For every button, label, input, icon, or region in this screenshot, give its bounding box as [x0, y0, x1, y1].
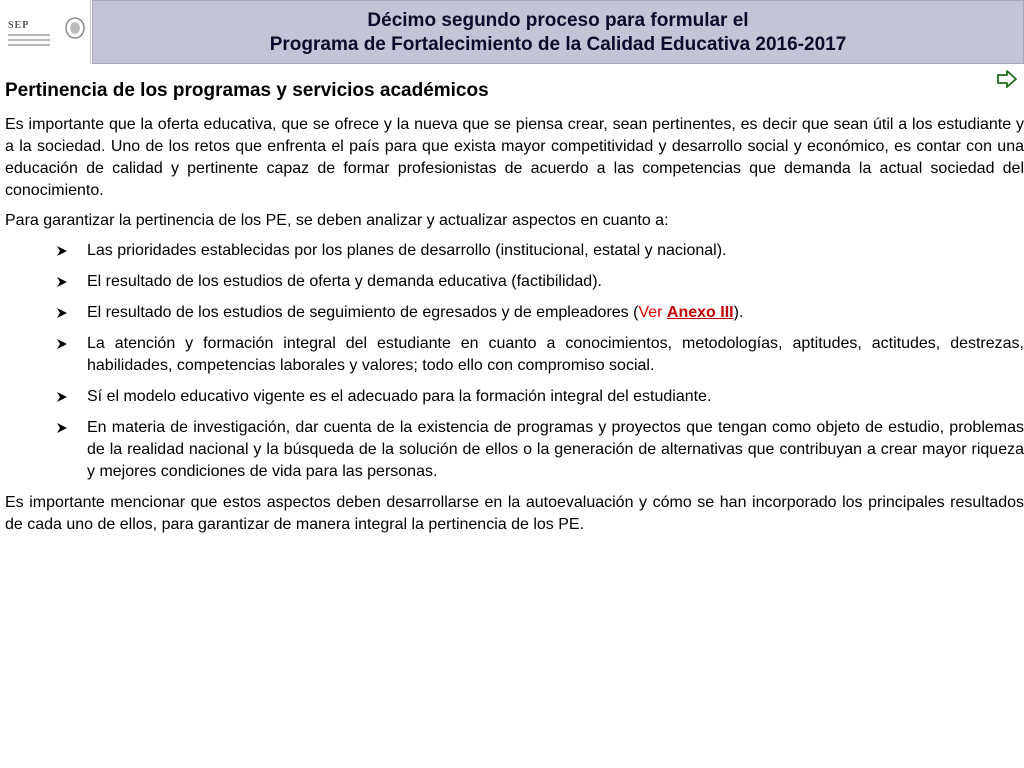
- seal-icon: [64, 16, 86, 40]
- list-item-text: El resultado de los estudios de oferta y demanda educativa (factibilidad).: [87, 273, 602, 290]
- list-item-text: La atención y formación integral del estudiante en cuanto a conocimientos, metodologías, aptitudes, actitudes, destrezas, habilidades, competencias laborales y valores; todo ello con compromiso social.: [87, 335, 1024, 374]
- section-subtitle: Pertinencia de los programas y servicios académicos: [5, 80, 489, 101]
- arrowhead-bullet-icon: [55, 271, 69, 293]
- list-item: [5, 333, 1024, 377]
- list-item: [5, 240, 1024, 262]
- list-item-text: El resultado de los estudios de seguimiento de egresados y de empleadores (: [87, 304, 639, 321]
- header-banner: [92, 0, 1024, 64]
- list-item: [5, 386, 1024, 408]
- header-title-line2: Programa de Fortalecimiento de la Calidad Educativa 2016-2017: [269, 34, 847, 55]
- list-item-text: Sí el modelo educativo vigente es el adecuado para la formación integral del estudiante.: [87, 388, 712, 405]
- arrowhead-bullet-icon: [55, 240, 69, 262]
- list-item: [5, 271, 1024, 293]
- list-item: [5, 302, 1024, 324]
- logo-text: SEP: [8, 20, 30, 31]
- arrowhead-bullet-icon: [55, 333, 69, 355]
- list-item-tail: ).: [733, 304, 744, 321]
- aspects-intro: Para garantizar la pertinencia de los PE, se deben analizar y actualizar aspectos en cuanto a:: [5, 212, 669, 229]
- list-item: [5, 417, 1024, 483]
- arrowhead-bullet-icon: [55, 417, 69, 439]
- intro-paragraph: Es importante que la oferta educativa, que se ofrece y la nueva que se piensa crear, sean pertinentes, es decir que sean útil a los estudiante y a la sociedad. Uno de los retos que enfrenta el país para que exista mayor competitividad y desarrollo social y económico, es contar con una educación de calidad y pertinente capaz de formar profesionistas de acuerdo a las competencias que demanda la actual sociedad del conocimiento.: [5, 116, 1024, 199]
- closing-paragraph: Es importante mencionar que estos aspectos deben desarrollarse en la autoevaluación y cómo se han incorporado los principales resultados de cada uno de ellos, para garantizar de manera integral la pertinencia de los PE.: [5, 494, 1024, 533]
- logo-lines: [8, 34, 50, 49]
- ver-text: Ver: [638, 304, 667, 321]
- sep-logo: [0, 0, 91, 64]
- aspects-list: [5, 240, 1024, 483]
- anexo-link[interactable]: Anexo III: [666, 304, 734, 321]
- arrowhead-bullet-icon: [55, 302, 69, 324]
- arrowhead-bullet-icon: [55, 386, 69, 408]
- main-content: [5, 78, 1024, 544]
- list-item-text: En materia de investigación, dar cuenta de la existencia de programas y proyectos que tengan como objeto de estudio, problemas de la realidad nacional y la búsqueda de la solución de ellos o la generación de alternativas que contribuyan a crear mayor riqueza y mejores condiciones de vida para las personas.: [87, 419, 1024, 480]
- list-item-text: Las prioridades establecidas por los planes de desarrollo (institucional, estatal y nacional).: [87, 242, 727, 259]
- header-title-line1: Décimo segundo proceso para formular el: [367, 10, 749, 31]
